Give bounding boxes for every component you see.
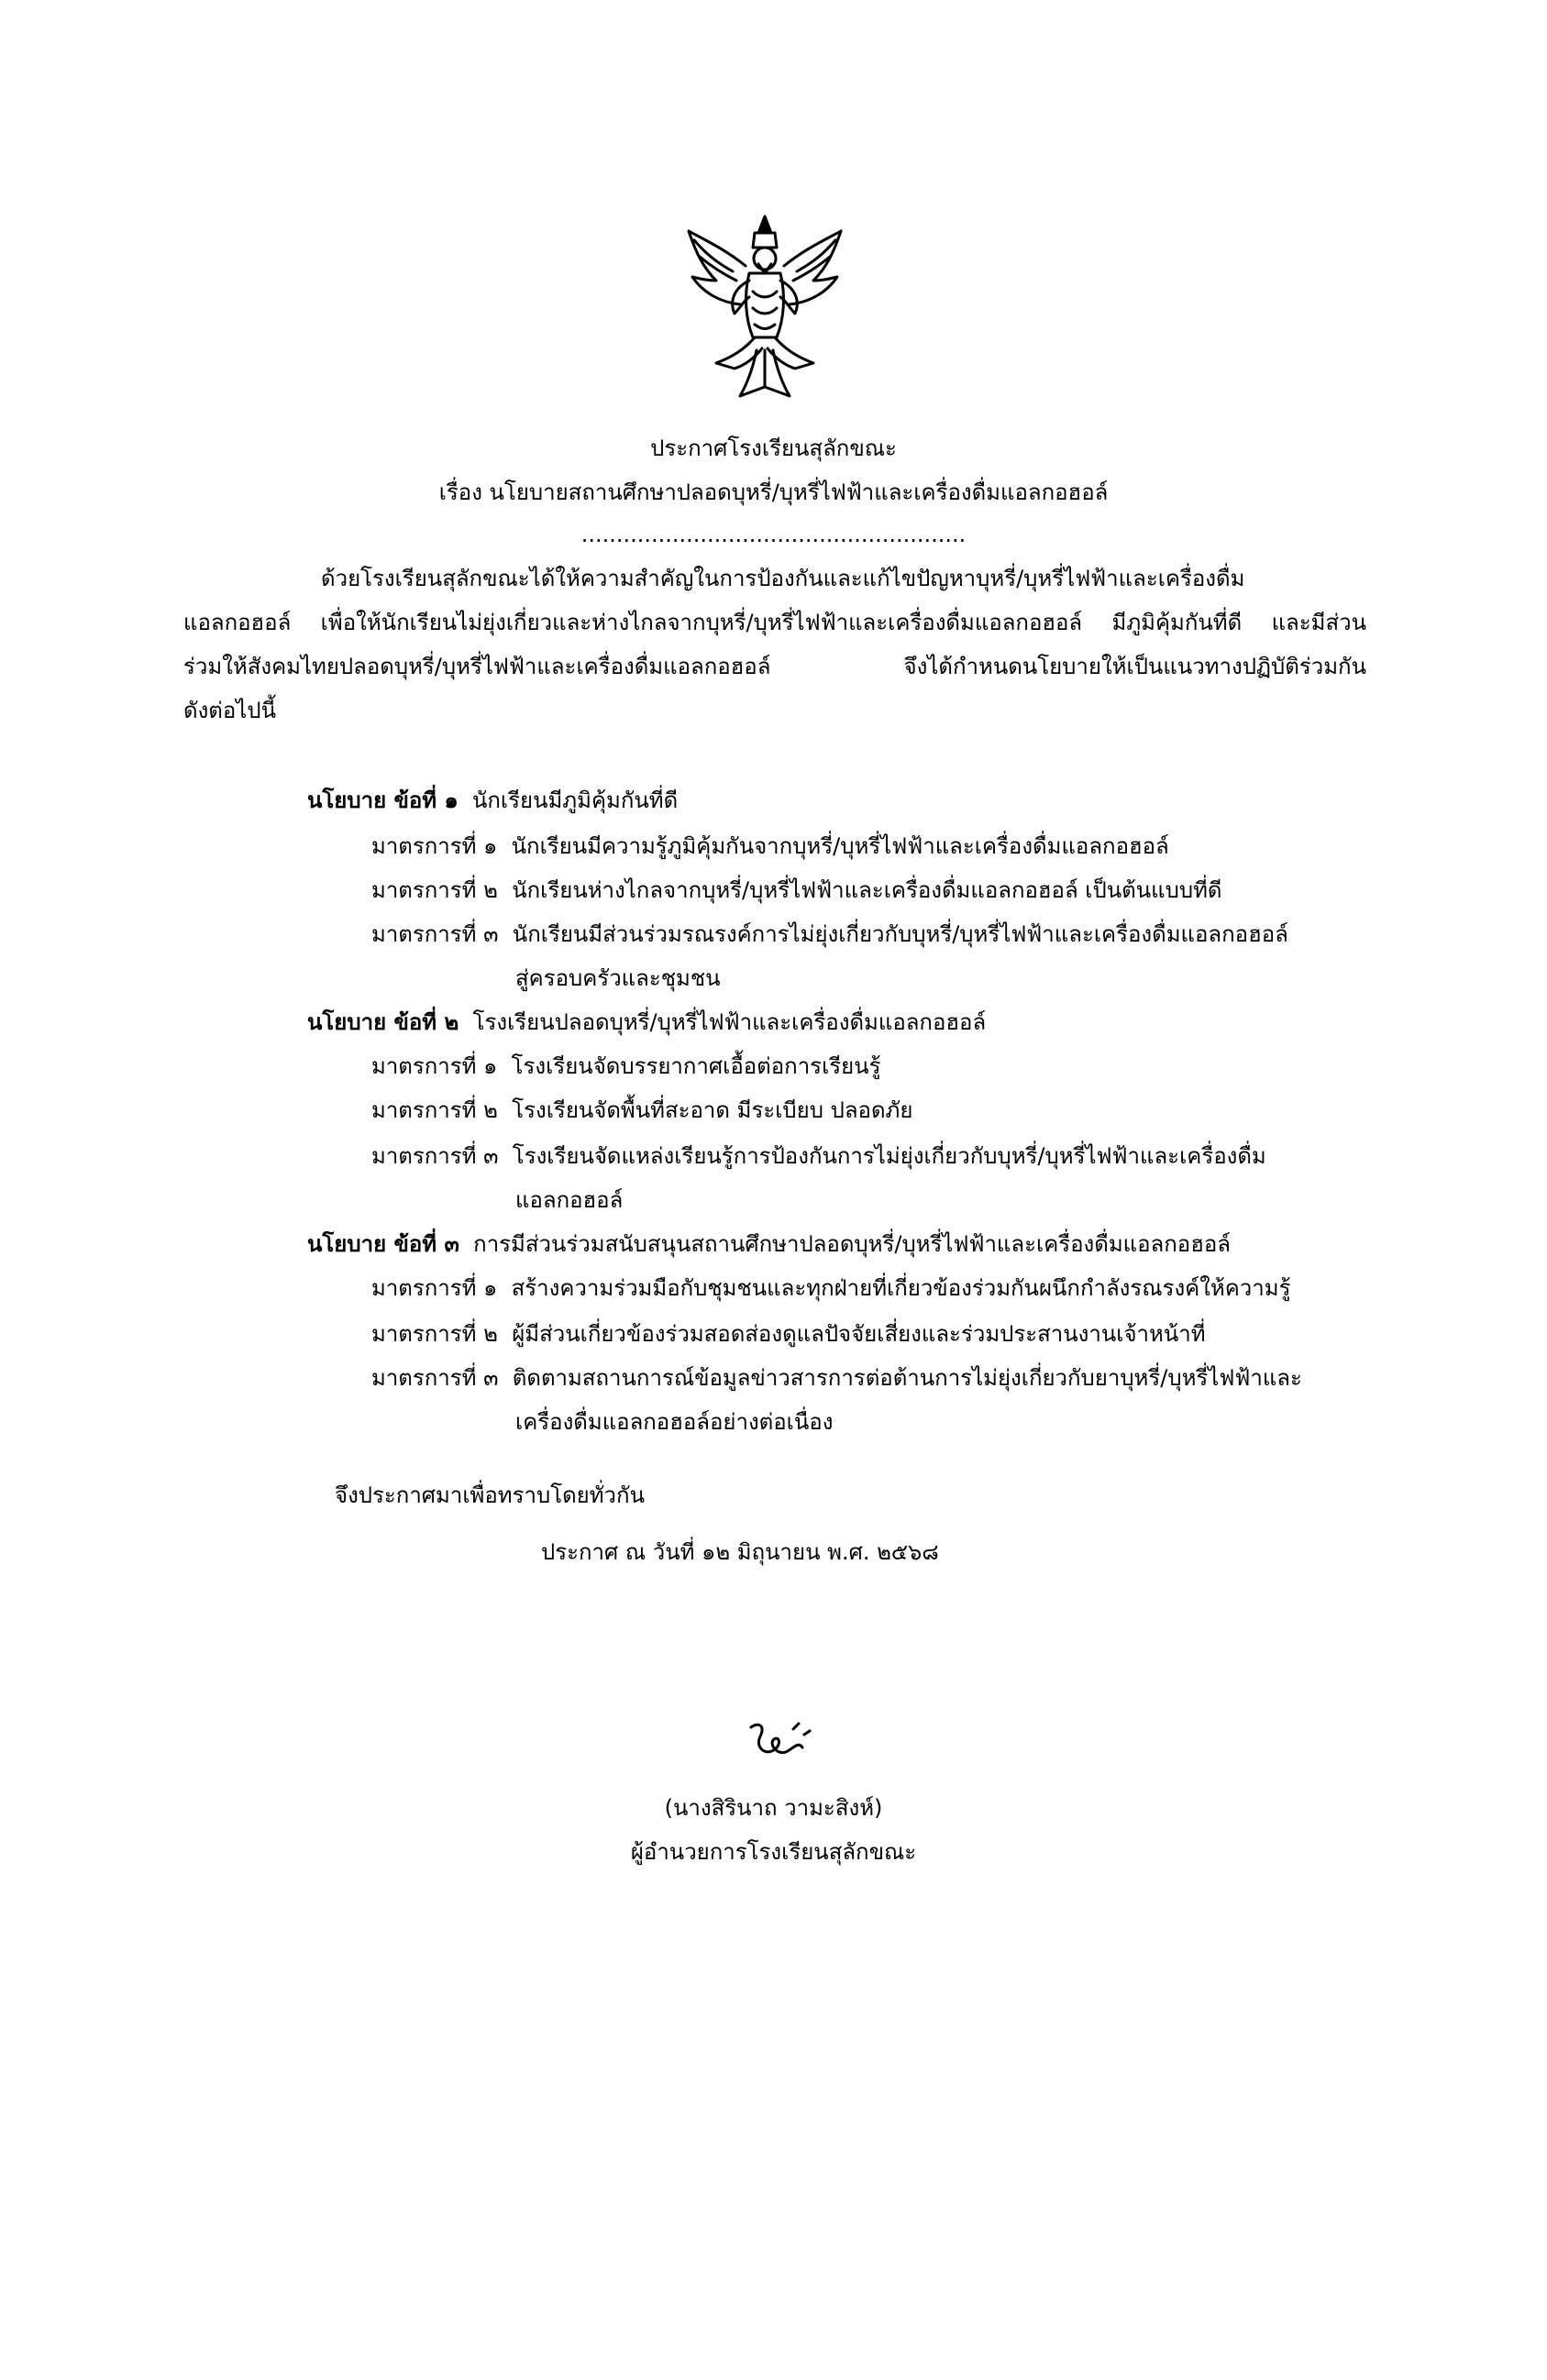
measure-label: มาตรการที่ ๑ bbox=[371, 833, 498, 859]
policy-text: การมีส่วนร่วมสนับสนุนสถานศึกษาปลอดบุหรี่/บุหรี่ไฟฟ้าและเครื่องดื่มแอลกอฮอล์ bbox=[473, 1231, 1231, 1257]
signer-name: (นางสิรินาถ วามะสิงห์) bbox=[664, 1795, 883, 1821]
policy-text: โรงเรียนปลอดบุหรี่/บุหรี่ไฟฟ้าและเครื่องดื่มแอลกอฮอล์ bbox=[472, 1009, 987, 1035]
dotted-divider: ....................................................... bbox=[580, 522, 967, 547]
measure-text: นักเรียนห่างไกลจากบุหรี่/บุหรี่ไฟฟ้าและเครื่องดื่มแอลกอฮอล์ เป็นต้นแบบที่ดี bbox=[512, 877, 1222, 903]
measure-label: มาตรการที่ ๒ bbox=[371, 877, 498, 903]
measure-label: มาตรการที่ ๓ bbox=[371, 1365, 499, 1391]
measure-item bbox=[371, 1095, 912, 1126]
measure-text: สร้างความร่วมมือกับชุมชนและทุกฝ่ายที่เกี่ยวข้องร่วมกันผนึกกำลังรณรงค์ให้ความรู้ bbox=[511, 1275, 1291, 1301]
announcement-date: ประกาศ ณ วันที่ ๑๒ มิถุนายน พ.ศ. ๒๕๖๘ bbox=[541, 1539, 939, 1565]
measure-text: นักเรียนมีส่วนร่วมรณรงค์การไม่ยุ่งเกี่ยวกับบุหรี่/บุหรี่ไฟฟ้าและเครื่องดื่มแอลกอฮอล์ bbox=[512, 921, 1288, 947]
policy-number: นโยบาย ข้อที่ ๒ bbox=[307, 1009, 459, 1035]
measure-label: มาตรการที่ ๒ bbox=[371, 1097, 498, 1123]
document-subject: เรื่อง นโยบายสถานศึกษาปลอดบุหรี่/บุหรี่ไฟฟ้าและเครื่องดื่มแอลกอฮอล์ bbox=[438, 479, 1109, 505]
measure-text: โรงเรียนจัดแหล่งเรียนรู้การป้องกันการไม่ยุ่งเกี่ยวกับบุหรี่/บุหรี่ไฟฟ้าและเครื่องดื่ม bbox=[512, 1143, 1266, 1169]
measure-item bbox=[371, 919, 1288, 950]
measure-text: ติดตามสถานการณ์ข้อมูลข่าวสารการต่อต้านการไม่ยุ่งเกี่ยวกับยาบุหรี่/บุหรี่ไฟฟ้าและ bbox=[512, 1365, 1302, 1391]
closing-statement: จึงประกาศมาเพื่อทราบโดยทั่วกัน bbox=[335, 1482, 645, 1508]
measure-text: นักเรียนมีความรู้ภูมิคุ้มกันจากบุหรี่/บุหรี่ไฟฟ้าและเครื่องดื่มแอลกอฮอล์ bbox=[511, 833, 1169, 859]
measure-text: โรงเรียนจัดพื้นที่สะอาด มีระเบียบ ปลอดภัย bbox=[512, 1097, 913, 1123]
measure-item bbox=[371, 1273, 1290, 1304]
intro-paragraph-line: ด้วยโรงเรียนสุลักขณะได้ให้ความสำคัญในการป้องกันและแก้ไขปัญหาบุหรี่/บุหรี่ไฟฟ้าและเครื่องดื่ม bbox=[321, 566, 1245, 591]
measure-item bbox=[371, 875, 1222, 906]
measure-label: มาตรการที่ ๒ bbox=[371, 1321, 498, 1347]
policy-heading bbox=[307, 785, 678, 816]
measure-label: มาตรการที่ ๑ bbox=[371, 1275, 498, 1301]
intro-paragraph-line: แอลกอฮอล์ เพื่อให้นักเรียนไม่ยุ่งเกี่ยวและห่างไกลจากบุหรี่/บุหรี่ไฟฟ้าและเครื่องดื่มแอลกอฮอล์ มีภูมิคุ้มกันที่ดี และมีส่วน bbox=[183, 610, 1366, 635]
policy-heading bbox=[307, 1007, 986, 1038]
handwritten-signature-icon bbox=[738, 1716, 821, 1771]
measure-item bbox=[371, 1318, 1206, 1350]
measure-label: มาตรการที่ ๓ bbox=[371, 921, 499, 947]
policy-number: นโยบาย ข้อที่ ๑ bbox=[307, 788, 459, 813]
garuda-emblem-icon bbox=[680, 213, 850, 400]
measure-label: มาตรการที่ ๓ bbox=[371, 1143, 499, 1169]
measure-item bbox=[371, 1140, 1266, 1172]
measure-text-continued: แอลกอฮอล์ bbox=[515, 1187, 624, 1213]
signer-position: ผู้อำนวยการโรงเรียนสุลักขณะ bbox=[630, 1839, 917, 1865]
measure-text: ผู้มีส่วนเกี่ยวข้องร่วมสอดส่องดูแลปัจจัยเสี่ยงและร่วมประสานงานเจ้าหน้าที่ bbox=[512, 1321, 1206, 1347]
policy-number: นโยบาย ข้อที่ ๓ bbox=[307, 1231, 459, 1257]
document-title: ประกาศโรงเรียนสุลักขณะ bbox=[650, 435, 897, 461]
policy-text: นักเรียนมีภูมิคุ้มกันที่ดี bbox=[471, 788, 679, 813]
intro-paragraph-line: ดังต่อไปนี้ bbox=[183, 698, 277, 723]
intro-paragraph-line: ร่วมให้สังคมไทยปลอดบุหรี่/บุหรี่ไฟฟ้าและเครื่องดื่มแอลกอฮอล์ จึงได้กำหนดนโยบายให้เป็นแนวทางปฏิบัติร่วมกัน bbox=[183, 654, 1366, 679]
policy-heading bbox=[307, 1229, 1231, 1260]
measure-text: โรงเรียนจัดบรรยากาศเอื้อต่อการเรียนรู้ bbox=[511, 1053, 881, 1079]
measure-item bbox=[371, 1362, 1302, 1394]
measure-item bbox=[371, 831, 1169, 862]
measure-text-continued: เครื่องดื่มแอลกอฮอล์อย่างต่อเนื่อง bbox=[515, 1409, 834, 1435]
measure-label: มาตรการที่ ๑ bbox=[371, 1053, 498, 1079]
measure-item bbox=[371, 1051, 881, 1082]
measure-text-continued: สู่ครอบครัวและชุมชน bbox=[515, 965, 721, 991]
